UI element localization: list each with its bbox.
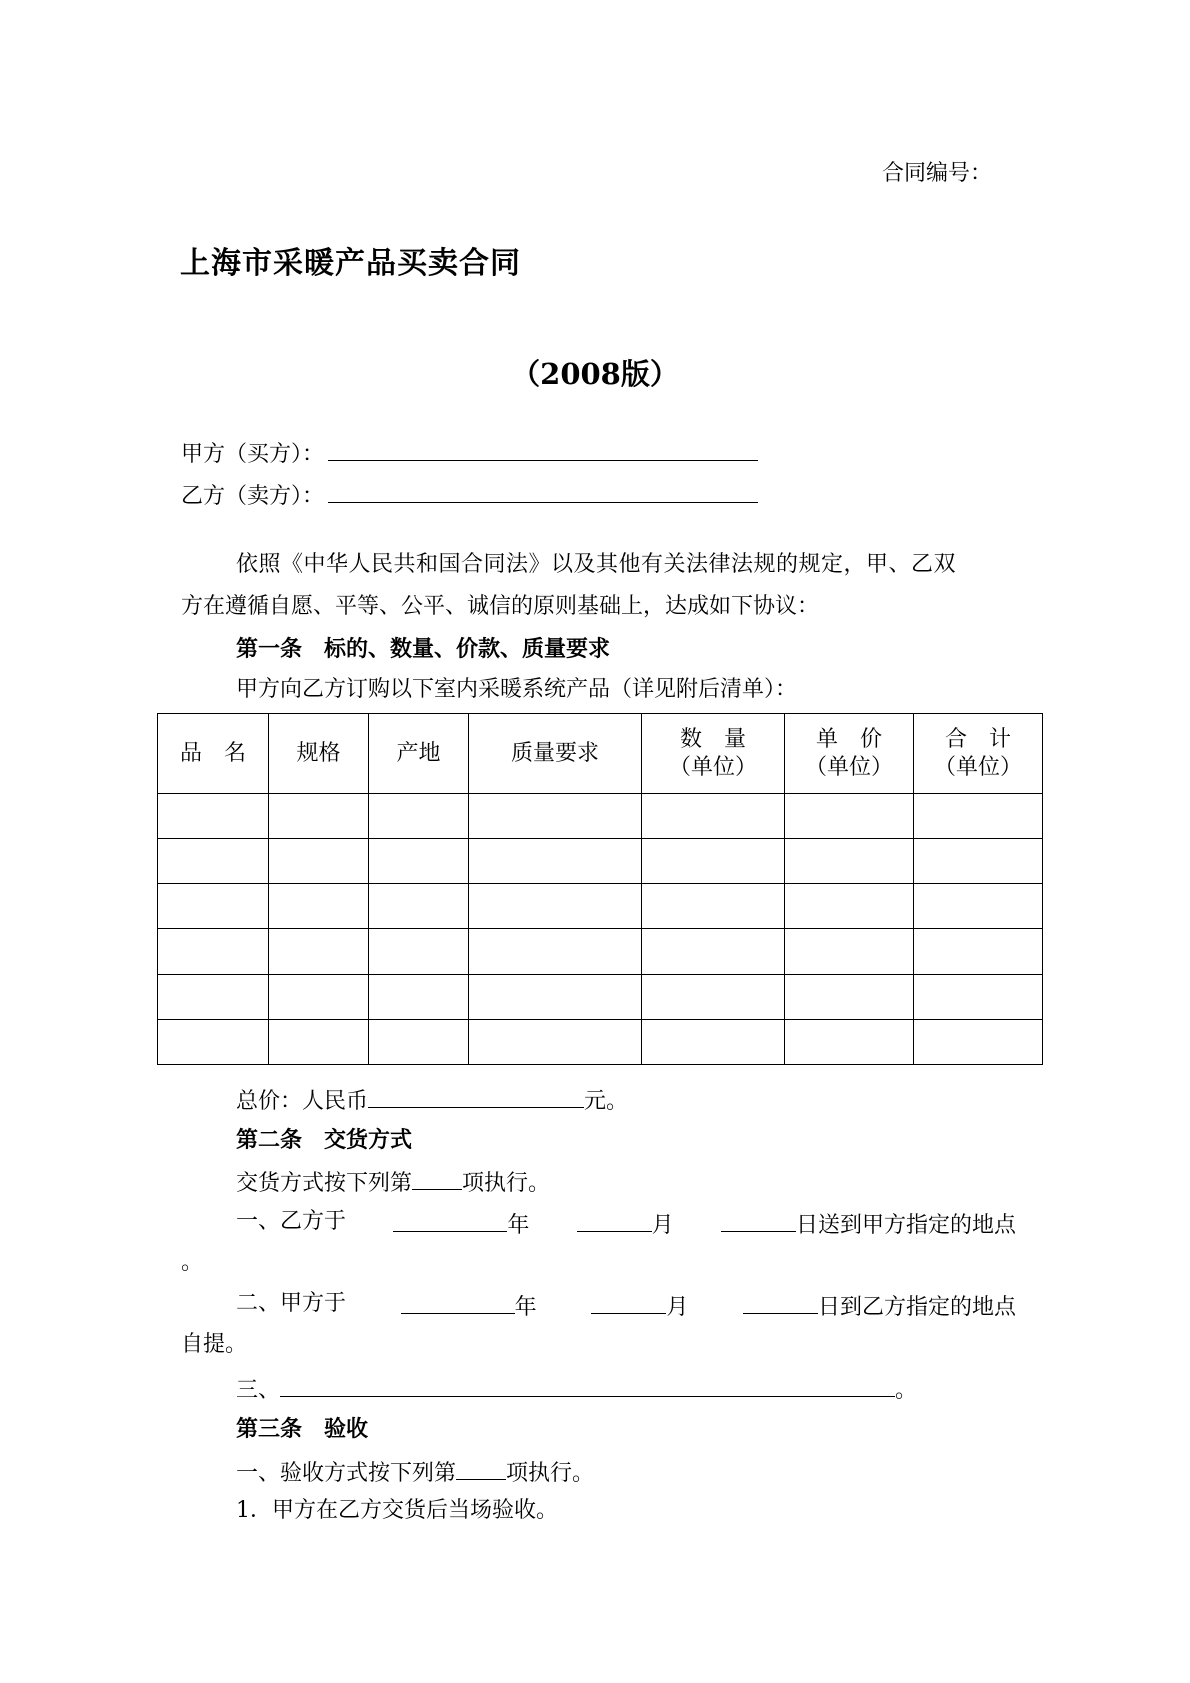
table-cell[interactable]: [369, 839, 469, 884]
table-cell[interactable]: [369, 884, 469, 929]
seller-row: [181, 478, 758, 512]
table-cell[interactable]: [642, 974, 785, 1019]
table-cell[interactable]: [158, 974, 269, 1019]
table-cell[interactable]: [158, 884, 269, 929]
option1-prefix: 一、乙方于: [236, 1209, 347, 1234]
option3-suffix: 。: [895, 1378, 918, 1403]
table-row: [158, 839, 1043, 884]
table-cell[interactable]: [642, 794, 785, 839]
option2-year-label: 年: [514, 1295, 537, 1320]
table-cell[interactable]: [369, 1019, 469, 1064]
total-price-row: [236, 1083, 628, 1117]
col-header-spec: 规格: [269, 714, 369, 794]
table-row: [158, 929, 1043, 974]
option1-month-label: 月: [651, 1213, 674, 1238]
table-cell[interactable]: [158, 794, 269, 839]
table-cell[interactable]: [158, 929, 269, 974]
intro-text-1: 依照《中华人民共和国合同法》以及其他有关法律法规的规定，甲、乙双: [236, 552, 957, 577]
table-row: [158, 794, 1043, 839]
buyer-label: 甲方（买方）：: [181, 442, 325, 467]
option1-year-blank[interactable]: [393, 1207, 507, 1232]
inspection-mode-row: [236, 1455, 594, 1489]
table-cell[interactable]: [469, 794, 642, 839]
table-row: [158, 974, 1043, 1019]
table-row: [158, 1019, 1043, 1064]
intro-paragraph-line1: [236, 550, 1006, 580]
table-cell[interactable]: [469, 839, 642, 884]
option2-prefix: 二、甲方于: [236, 1291, 347, 1316]
table-cell[interactable]: [269, 929, 369, 974]
table-cell[interactable]: [642, 839, 785, 884]
table-cell[interactable]: [369, 929, 469, 974]
col-header-total: 合 计 （单位）: [914, 714, 1043, 794]
inspection-option-blank[interactable]: [456, 1455, 506, 1480]
table-cell[interactable]: [369, 974, 469, 1019]
table-cell[interactable]: [785, 974, 914, 1019]
table-cell[interactable]: [269, 839, 369, 884]
table-cell[interactable]: [785, 884, 914, 929]
delivery-mode-prefix: 交货方式按下列第: [236, 1171, 413, 1196]
table-cell[interactable]: [914, 1019, 1043, 1064]
total-suffix: 元。: [584, 1089, 629, 1114]
col-header-unit-price: 单 价 （单位）: [785, 714, 914, 794]
table-cell[interactable]: [269, 1019, 369, 1064]
table-cell[interactable]: [469, 1019, 642, 1064]
article3-heading: 第三条 验收: [236, 1416, 369, 1442]
table-cell[interactable]: [469, 929, 642, 974]
option1-day-blank[interactable]: [721, 1207, 796, 1232]
table-cell[interactable]: [469, 884, 642, 929]
option3-blank[interactable]: [280, 1372, 895, 1397]
delivery-option-blank[interactable]: [412, 1165, 462, 1190]
delivery-option2-row: [236, 1289, 1016, 1323]
delivery-mode-row: [236, 1165, 550, 1199]
table-cell[interactable]: [785, 794, 914, 839]
option3-prefix: 三、: [236, 1378, 281, 1403]
table-cell[interactable]: [914, 929, 1043, 974]
buyer-row: [181, 436, 758, 470]
article2-heading: 第二条 交货方式: [236, 1127, 413, 1153]
option2-month-blank[interactable]: [591, 1289, 666, 1314]
delivery-option3-row: [236, 1372, 917, 1406]
delivery-option1-continuation: 。: [181, 1250, 204, 1275]
table-cell[interactable]: [642, 1019, 785, 1064]
seller-label: 乙方（卖方）：: [181, 484, 325, 509]
table-cell[interactable]: [785, 1019, 914, 1064]
option1-month-blank[interactable]: [577, 1207, 652, 1232]
table-row: [158, 884, 1043, 929]
total-amount-blank[interactable]: [368, 1083, 584, 1108]
table-cell[interactable]: [469, 974, 642, 1019]
table-cell[interactable]: [158, 1019, 269, 1064]
inspection-item1: 1．甲方在乙方交货后当场验收。: [236, 1498, 558, 1523]
table-cell[interactable]: [269, 794, 369, 839]
product-table: [157, 713, 1043, 1065]
option2-day-blank[interactable]: [743, 1289, 818, 1314]
table-cell[interactable]: [158, 839, 269, 884]
contract-number-label: 合同编号：: [881, 161, 992, 186]
col-header-quantity: 数 量 （单位）: [642, 714, 785, 794]
option2-month-label: 月: [666, 1295, 689, 1320]
intro-paragraph-line2: 方在遵循自愿、平等、公平、诚信的原则基础上，达成如下协议：: [181, 594, 820, 619]
table-cell[interactable]: [642, 884, 785, 929]
article1-description: 甲方向乙方订购以下室内采暖系统产品（详见附后清单）：: [236, 677, 798, 702]
table-cell[interactable]: [785, 839, 914, 884]
option1-day-suffix: 日送到甲方指定的地点: [795, 1213, 1016, 1238]
option2-year-blank[interactable]: [401, 1289, 515, 1314]
option2-day-suffix: 日到乙方指定的地点: [817, 1295, 1016, 1320]
delivery-mode-suffix: 项执行。: [462, 1171, 551, 1196]
article1-heading: 第一条 标的、数量、价款、质量要求: [236, 636, 611, 662]
inspection-mode-suffix: 项执行。: [506, 1461, 595, 1486]
table-cell[interactable]: [642, 929, 785, 974]
table-cell[interactable]: [269, 884, 369, 929]
table-cell[interactable]: [785, 929, 914, 974]
document-title: 上海市采暖产品买卖合同: [180, 246, 521, 281]
table-cell[interactable]: [269, 974, 369, 1019]
delivery-option1-row: [236, 1207, 1016, 1241]
inspection-mode-prefix: 一、验收方式按下列第: [236, 1461, 457, 1486]
table-cell[interactable]: [369, 794, 469, 839]
table-cell[interactable]: [914, 884, 1043, 929]
col-header-origin: 产地: [369, 714, 469, 794]
table-cell[interactable]: [914, 839, 1043, 884]
edition-label: （2008版）: [511, 357, 679, 391]
total-prefix: 总价：人民币: [236, 1089, 369, 1114]
delivery-option2-continuation: 自提。: [181, 1332, 248, 1357]
buyer-name-blank[interactable]: [328, 436, 758, 461]
table-header-row: [158, 714, 1043, 794]
option1-year-label: 年: [507, 1213, 530, 1238]
col-header-name: 品 名: [158, 714, 269, 794]
table-cell[interactable]: [914, 974, 1043, 1019]
table-cell[interactable]: [914, 794, 1043, 839]
seller-name-blank[interactable]: [328, 478, 758, 503]
col-header-quality: 质量要求: [469, 714, 642, 794]
